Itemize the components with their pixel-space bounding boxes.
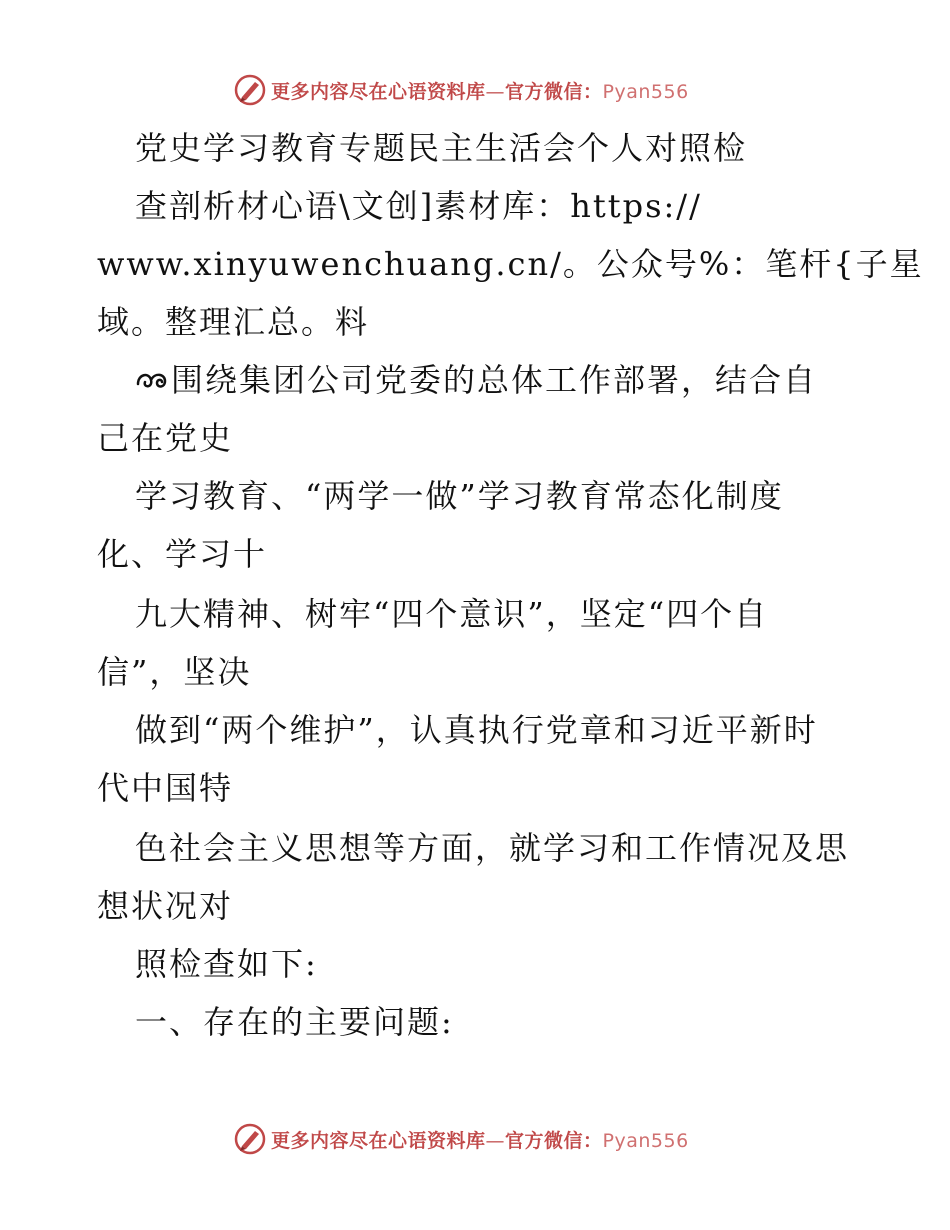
doc-line: 域。整理汇总。料 — [97, 303, 370, 341]
doc-line: 色社会主义思想等方面，就学习和工作情况及思 — [135, 829, 850, 867]
watermark-brand: 更多内容尽在心语资料库 — [271, 1129, 486, 1152]
doc-line: 化、学习十 — [97, 535, 268, 573]
doc-line: 代中国特 — [97, 769, 234, 807]
doc-line: 学习教育、“两学一做”学习教育常态化制度 — [135, 477, 784, 515]
doc-line: 信”，坚决 — [97, 653, 252, 691]
doc-line: 己在党史 — [97, 419, 234, 457]
swirl-ornament-icon — [135, 366, 169, 394]
watermark-contact-id: Pyan556 — [602, 80, 689, 103]
watermark-contact-id: Pyan556 — [602, 1129, 689, 1152]
doc-line: 围绕集团公司党委的总体工作部署，结合自 — [135, 360, 817, 400]
doc-line: 九大精神、树牢“四个意识”，坚定“四个自 — [135, 595, 769, 633]
doc-line: 查剖析材心语\文创]素材库：https:// — [135, 187, 702, 225]
section-heading: 一、存在的主要问题: — [135, 1003, 454, 1041]
doc-line: www.xinyuwenchuang.cn/。公众号%：笔杆{子星 — [97, 245, 924, 283]
pen-logo-icon — [233, 1122, 267, 1156]
watermark-contact-label: 官方微信： — [505, 80, 603, 103]
doc-line: 照检查如下: — [135, 945, 318, 983]
doc-line: 党史学习教育专题民主生活会个人对照检 — [135, 129, 748, 167]
watermark-dash: — — [485, 80, 506, 103]
watermark-dash: — — [485, 1129, 506, 1152]
watermark-brand: 更多内容尽在心语资料库 — [271, 80, 486, 103]
doc-line: 想状况对 — [97, 887, 234, 925]
footer-watermark — [233, 1121, 753, 1157]
watermark-contact-label: 官方微信： — [505, 1129, 603, 1152]
doc-line: 做到“两个维护”，认真执行党章和习近平新时 — [135, 711, 818, 749]
